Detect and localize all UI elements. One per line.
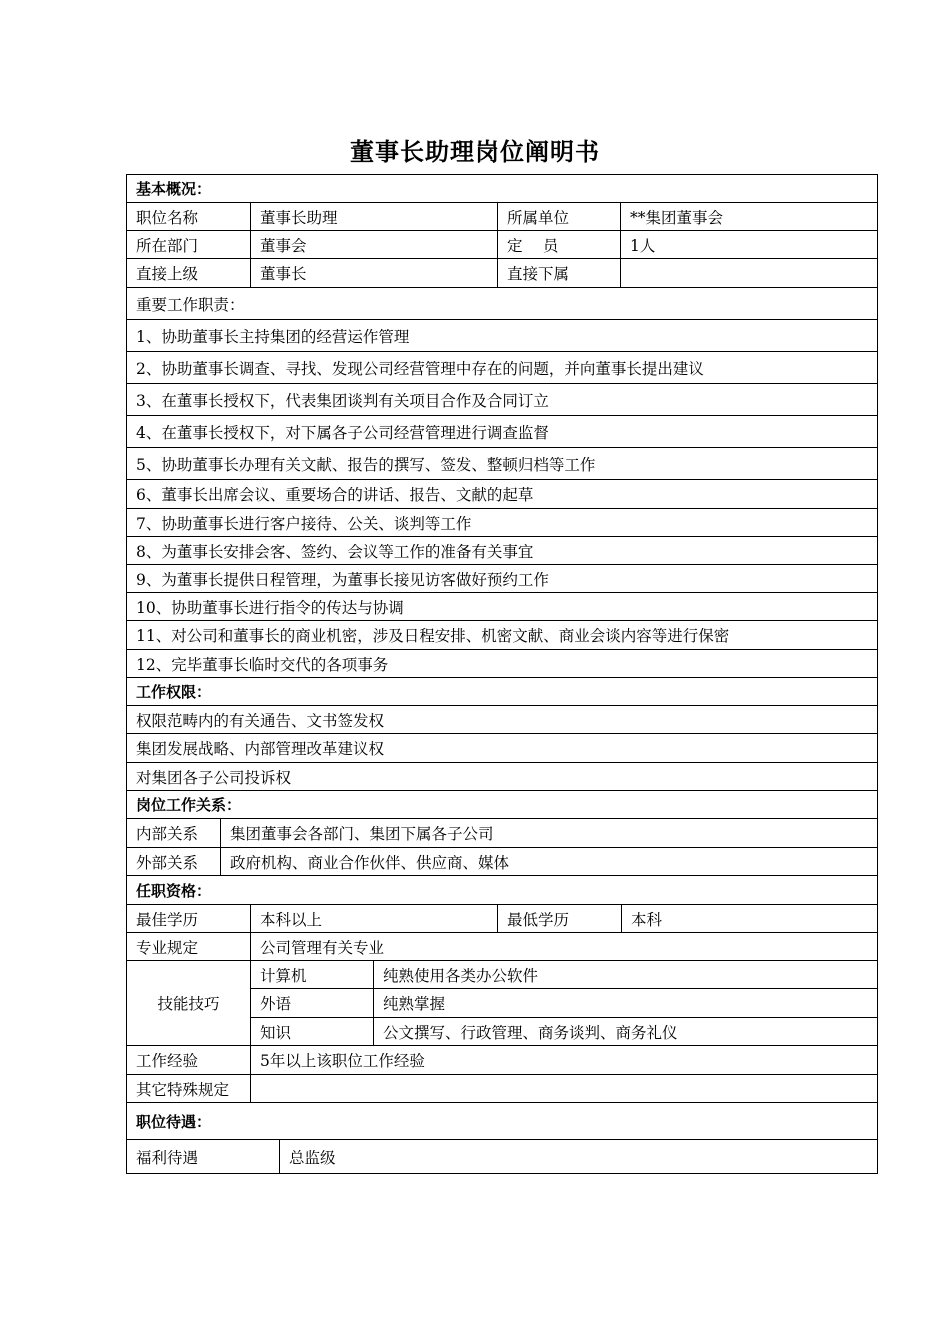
section-heading: 岗位工作关系： <box>136 796 242 814</box>
skill-name: 外语 <box>251 989 374 1017</box>
duty-item <box>127 320 877 352</box>
qual-row-education <box>127 905 877 933</box>
authority-text: 集团发展战略、内部管理改革建议权 <box>136 740 385 758</box>
duty-item <box>127 565 877 593</box>
superior-value: 董事长 <box>251 259 498 287</box>
skill-row <box>251 989 877 1018</box>
relation-row-internal <box>127 819 877 848</box>
unit-label: 所属单位 <box>498 203 621 230</box>
authority-item <box>127 706 877 734</box>
subordinate-value <box>621 259 877 287</box>
skill-row <box>251 1018 877 1045</box>
qual-row-other <box>127 1075 877 1103</box>
section-heading: 工作权限： <box>136 683 212 701</box>
duty-item <box>127 537 877 565</box>
qual-row-major <box>127 933 877 961</box>
duty-item <box>127 650 877 678</box>
duty-text: 6、董事长出席会议、重要场合的讲话、报告、文献的起草 <box>136 486 534 504</box>
skill-row <box>251 961 877 989</box>
authority-text: 对集团各子公司投诉权 <box>136 768 292 787</box>
duty-text: 2、协助董事长调查、寻找、发现公司经营管理中存在的问题，并向董事长提出建议 <box>136 359 704 378</box>
min-edu-label: 最低学历 <box>498 905 622 932</box>
min-edu-value: 本科 <box>631 910 663 929</box>
section-qualifications-header <box>127 876 877 905</box>
section-heading: 基本概况： <box>136 180 212 198</box>
authority-text: 权限范畴内的有关通告、文书签发权 <box>136 711 385 730</box>
experience-label: 工作经验 <box>127 1046 251 1074</box>
best-edu-value: 本科以上 <box>251 905 498 932</box>
section-authority-header <box>127 678 877 706</box>
duty-text: 7、协助董事长进行客户接待、公关、谈判等工作 <box>136 514 472 533</box>
duty-item <box>127 384 877 416</box>
section-heading: 职位待遇： <box>136 1112 212 1131</box>
major-value: 公司管理有关专业 <box>260 938 385 957</box>
duty-item <box>127 352 877 384</box>
qual-row-experience <box>127 1046 877 1075</box>
duty-text: 11、对公司和董事长的商业机密，涉及日程安排、机密文献、商业会谈内容等进行保密 <box>136 627 730 645</box>
duty-text: 8、为董事长安排会客、签约、会议等工作的准备有关事宜 <box>136 542 534 561</box>
dept-value: 董事会 <box>251 231 498 258</box>
unit-value: **集团董事会 <box>630 208 724 227</box>
skill-value: 纯熟掌握 <box>383 995 446 1013</box>
section-heading: 任职资格： <box>136 881 212 900</box>
authority-item <box>127 763 877 791</box>
relation-row-external <box>127 848 877 876</box>
position-value: 董事长助理 <box>251 203 498 230</box>
duty-text: 12、完毕董事长临时交代的各项事务 <box>136 655 389 674</box>
other-value <box>251 1075 877 1102</box>
basic-row-dept <box>127 231 877 259</box>
basic-row-superior <box>127 259 877 288</box>
duty-text: 4、在董事长授权下，对下属各子公司经营管理进行调查监督 <box>136 423 549 442</box>
treatment-row-welfare <box>127 1140 877 1174</box>
duty-item <box>127 593 877 621</box>
best-edu-label: 最佳学历 <box>127 905 251 932</box>
major-label: 专业规定 <box>127 933 251 960</box>
page-title: 董事长助理岗位阐明书 <box>350 137 600 166</box>
section-relations-header <box>127 791 877 819</box>
duty-text: 3、在董事长授权下，代表集团谈判有关项目合作及合同订立 <box>136 391 549 410</box>
duty-text: 1、协助董事长主持集团的经营运作管理 <box>136 327 410 346</box>
duty-text: 9、为董事长提供日程管理，为董事长接见访客做好预约工作 <box>136 570 549 589</box>
experience-value: 5年以上该职位工作经验 <box>260 1052 425 1070</box>
duty-item <box>127 480 877 509</box>
position-label: 职位名称 <box>127 203 251 230</box>
duty-item <box>127 621 877 650</box>
section-treatment-header <box>127 1103 877 1140</box>
internal-value: 集团董事会各部门、集团下属各子公司 <box>230 825 494 843</box>
external-value: 政府机构、商业合作伙伴、供应商、媒体 <box>230 853 510 872</box>
skill-value: 纯熟使用各类办公软件 <box>383 966 539 985</box>
superior-label: 直接上级 <box>127 259 251 287</box>
basic-row-position <box>127 203 877 231</box>
section-duties-header <box>127 288 877 320</box>
external-label: 外部关系 <box>127 848 221 875</box>
skill-name: 计算机 <box>251 961 374 988</box>
duty-item <box>127 416 877 448</box>
authority-item <box>127 734 877 763</box>
duty-text: 5、协助董事长办理有关文献、报告的撰写、签发、整顿归档等工作 <box>136 455 596 474</box>
quota-label: 定 员 <box>498 231 621 258</box>
other-label: 其它特殊规定 <box>127 1075 251 1102</box>
welfare-value: 总监级 <box>289 1149 336 1167</box>
duty-item <box>127 509 877 537</box>
quota-value: 1人 <box>630 236 656 255</box>
welfare-label: 福利待遇 <box>127 1140 280 1174</box>
section-heading: 重要工作职责： <box>136 295 245 314</box>
internal-label: 内部关系 <box>127 819 221 847</box>
skill-name: 知识 <box>251 1018 374 1045</box>
subordinate-label: 直接下属 <box>498 259 621 287</box>
duty-text: 10、协助董事长进行指令的传达与协调 <box>136 598 404 617</box>
section-basic-header <box>127 175 877 203</box>
job-description-table <box>126 174 878 1174</box>
skill-value: 公文撰写、行政管理、商务谈判、商务礼仪 <box>383 1023 678 1042</box>
duty-item <box>127 448 877 480</box>
qual-row-skills <box>127 961 877 1046</box>
skills-label: 技能技巧 <box>127 961 251 1045</box>
dept-label: 所在部门 <box>127 231 251 258</box>
